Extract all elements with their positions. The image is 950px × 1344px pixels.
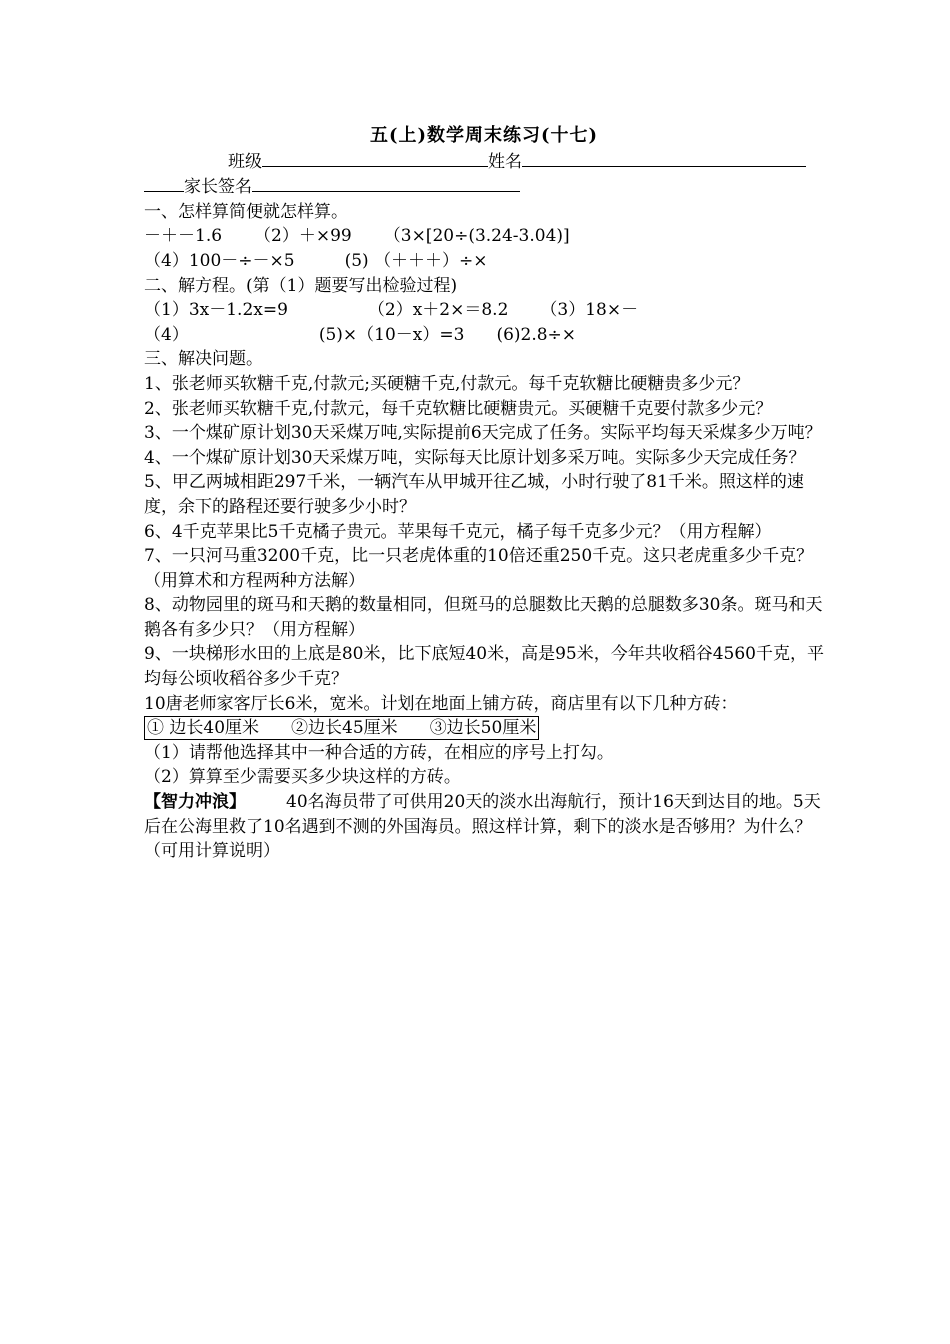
equation-item: (6)2.8÷× xyxy=(496,324,577,345)
name-label: 姓名 xyxy=(488,151,522,172)
bonus-problem xyxy=(144,790,824,864)
name-blank[interactable] xyxy=(522,149,806,167)
tile-options-box xyxy=(144,716,539,740)
parent-signature-blank[interactable] xyxy=(252,174,520,192)
problem-item: 10唐老师家客厅长6米，宽米。计划在地面上铺方砖，商店里有以下几种方砖： xyxy=(144,693,738,714)
tile-option[interactable]: ③边长50厘米 xyxy=(429,718,537,739)
equation-item: （4） xyxy=(144,324,189,345)
problem-item: 7、一只河马重3200千克，比一只老虎体重的10倍还重250千克。这只老虎重多少千克？（用算术和方程两种方法解） xyxy=(144,546,814,591)
equation-item: （2）x＋2×＝8.2 xyxy=(367,300,509,321)
sub-question-1: （1）请帮他选择其中一种合适的方砖，在相应的序号上打勾。 xyxy=(144,742,614,763)
page-title: 五(上)数学周末练习(十七) xyxy=(369,125,599,146)
problem-item: 4、一个煤矿原计划30天采煤万吨，实际每天比原计划多采万吨。实际多少天完成任务？ xyxy=(144,447,806,468)
calc-item: （4）100－÷－×5 xyxy=(144,250,295,271)
problem-item: 1、张老师买软糖千克,付款元;买硬糖千克,付款元。每千克软糖比硬糖贵多少元？ xyxy=(144,373,750,394)
section2-row2 xyxy=(144,323,824,348)
equation-item: （1）3x－1.2x=9 xyxy=(144,300,288,321)
parent-signature-label: 家长签名 xyxy=(184,177,252,198)
problem-item: 3、一个煤矿原计划30天采煤万吨,实际提前6天完成了任务。实际平均每天采煤多少万吨？ xyxy=(144,423,822,444)
tile-option[interactable]: ②边长45厘米 xyxy=(291,718,398,739)
header-line-1 xyxy=(144,149,824,175)
section2-row1 xyxy=(144,298,824,323)
section1-row2 xyxy=(144,249,824,274)
class-blank[interactable] xyxy=(262,149,488,167)
calc-item: (5) （＋＋＋）÷× xyxy=(344,250,488,271)
section1-heading: 一、怎样算简便就怎样算。 xyxy=(144,201,348,222)
section2-heading: 二、解方程。(第（1）题要写出检验过程) xyxy=(144,275,458,296)
tile-option[interactable]: ① 边长40厘米 xyxy=(147,718,260,739)
equation-item: (5)×（10－x）=3 xyxy=(318,324,465,345)
sub-question-2: （2）算算至少需要买多少块这样的方砖。 xyxy=(144,767,461,788)
leading-blank[interactable] xyxy=(144,174,184,192)
problem-item: 9、一块梯形水田的上底是80米，比下底短40米，高是95米，今年共收稻谷4560千克，平均每公顷收稻谷多少千克？ xyxy=(144,644,824,690)
worksheet-content xyxy=(144,124,824,864)
bonus-text: 40名海员带了可供用20天的淡水出海航行，预计16天到达目的地。5天后在公海里救了10名遇到不测的外国海员。照这样计算，剩下的淡水是否够用？为什么？（可用计算说明） xyxy=(144,792,821,862)
calc-item: （3×[20÷(3.24-3.04)] xyxy=(383,226,570,247)
problem-item: 2、张老师买软糖千克,付款元，每千克软糖比硬糖贵元。买硬糖千克要付款多少元？ xyxy=(144,398,773,419)
header-line-2 xyxy=(144,174,824,200)
problem-item: 5、甲乙两城相距297千米，一辆汽车从甲城开往乙城，小时行驶了81千米。照这样的速度，余下的路程还要行驶多少小时？ xyxy=(144,472,804,517)
calc-item: －＋－1.6 xyxy=(144,226,223,247)
section1-row1 xyxy=(144,224,824,249)
bonus-label: 【智力冲浪】 xyxy=(144,792,246,813)
class-label: 班级 xyxy=(228,151,262,172)
problem-item: 6、4千克苹果比5千克橘子贵元。苹果每千克元，橘子每千克多少元？（用方程解） xyxy=(144,521,772,542)
calc-item: （2）＋×99 xyxy=(254,226,352,247)
tile-options-row xyxy=(144,716,824,741)
section3-heading: 三、解决问题。 xyxy=(144,349,263,370)
problem-item: 8、动物园里的斑马和天鹅的数量相同，但斑马的总腿数比天鹅的总腿数多30条。斑马和天鹅各有多少只？（用方程解） xyxy=(144,595,823,640)
equation-item: （3）18×－ xyxy=(540,300,639,321)
